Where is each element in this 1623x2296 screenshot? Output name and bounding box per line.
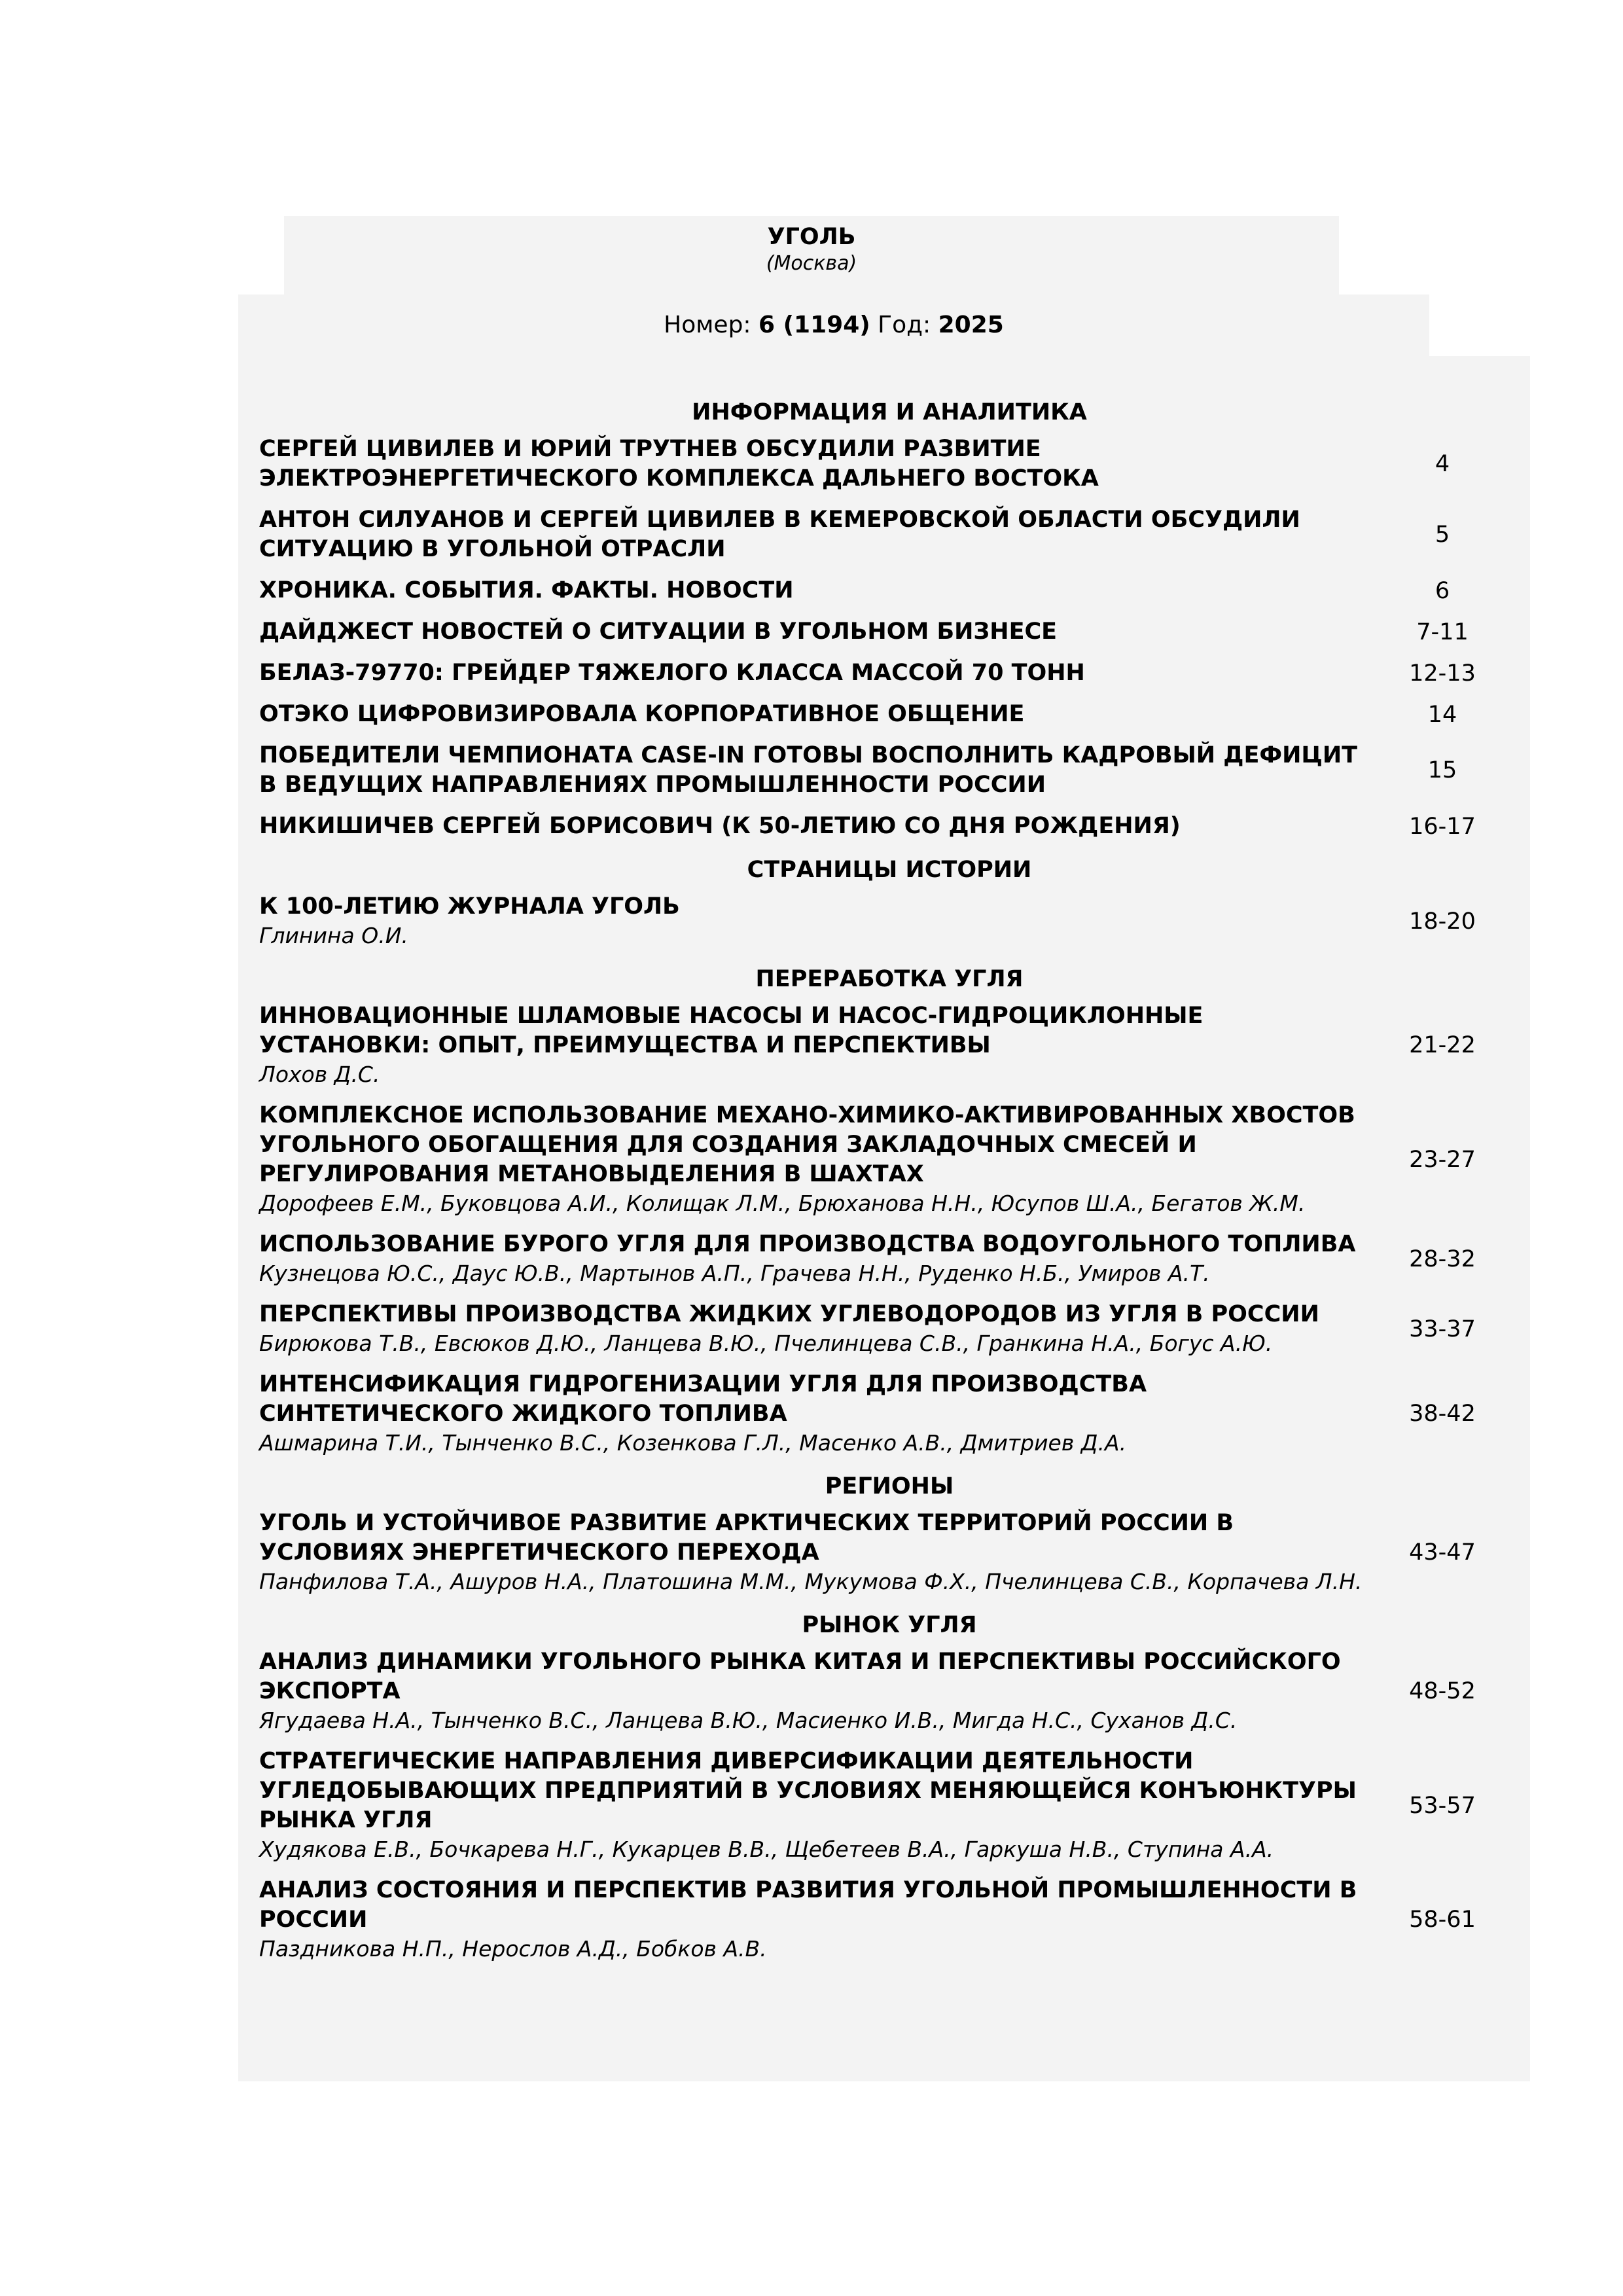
entry-text: [259, 658, 1365, 688]
page-range: 53-57: [1409, 1792, 1476, 1819]
article-authors: Глинина О.И.: [259, 923, 408, 948]
article-authors: Бирюкова Т.В., Евсюков Д.Ю., Ланцева В.Ю., Пчелинцева С.В., Гранкина Н.А., Богус А.Ю.: [259, 1331, 1273, 1356]
section-heading: РЫНОК УГЛЯ: [802, 1612, 977, 1638]
article-title[interactable]: ПЕРСПЕКТИВЫ ПРОИЗВОДСТВА ЖИДКИХ УГЛЕВОДОРОДОВ ИЗ УГЛЯ В РОССИИ: [259, 1301, 1319, 1327]
toc-entry[interactable]: [259, 1370, 1520, 1458]
page-range: 28-32: [1409, 1246, 1476, 1272]
article-title[interactable]: ИННОВАЦИОННЫЕ ШЛАМОВЫЕ НАСОСЫ И НАСОС-ГИДРОЦИКЛОННЫЕ УСТАНОВКИ: ОПЫТ, ПРЕИМУЩЕСТВА И ПЕРСПЕКТИВЫ: [259, 1003, 1204, 1058]
entry-text: [259, 505, 1365, 564]
entry-text: [259, 576, 1365, 605]
article-title[interactable]: К 100-ЛЕТИЮ ЖУРНАЛА УГОЛЬ: [259, 893, 680, 920]
toc-entry[interactable]: [259, 812, 1520, 841]
toc-entry[interactable]: [259, 1101, 1520, 1218]
page-range: 38-42: [1409, 1401, 1476, 1427]
entry-text: [259, 617, 1365, 647]
page-range: 6: [1435, 577, 1450, 604]
article-title[interactable]: АНТОН СИЛУАНОВ И СЕРГЕЙ ЦИВИЛЕВ В КЕМЕРОВСКОЙ ОБЛАСТИ ОБСУДИЛИ СИТУАЦИЮ В УГОЛЬНОЙ ОТРАСЛИ: [259, 507, 1300, 562]
issue-info: [238, 295, 1429, 356]
section-heading: РЕГИОНЫ: [825, 1473, 954, 1499]
entry-text: [259, 1876, 1365, 1964]
toc-entry[interactable]: [259, 1876, 1520, 1964]
year-label: Год:: [878, 312, 931, 338]
entry-text: [259, 1647, 1365, 1735]
article-authors: Ягудаева Н.А., Тынченко В.С., Ланцева В.Ю., Масиенко И.В., Мигда Н.С., Суханов Д.С.: [259, 1708, 1238, 1733]
entry-text: [259, 1101, 1365, 1218]
page-range: 16-17: [1409, 813, 1476, 840]
toc-entry[interactable]: [259, 505, 1520, 564]
entry-text: [259, 892, 1365, 950]
page-range: 48-52: [1409, 1678, 1476, 1704]
article-title[interactable]: ИСПОЛЬЗОВАНИЕ БУРОГО УГЛЯ ДЛЯ ПРОИЗВОДСТВА ВОДОУГОЛЬНОГО ТОПЛИВА: [259, 1231, 1356, 1257]
toc-entry[interactable]: [259, 1647, 1520, 1735]
toc-entry[interactable]: [259, 1300, 1520, 1358]
page-range: 14: [1427, 701, 1457, 728]
toc-list: [259, 395, 1520, 1975]
page-range: 4: [1435, 451, 1450, 477]
article-authors: Кузнецова Ю.С., Даус Ю.В., Мартынов А.П., Грачева Н.Н., Руденко Н.Б., Умиров А.Т.: [259, 1261, 1210, 1286]
toc-entry[interactable]: [259, 617, 1520, 647]
article-authors: Паздникова Н.П., Нерослов А.Д., Бобков А.В.: [259, 1936, 767, 1962]
article-authors: Лохов Д.С.: [259, 1062, 380, 1087]
article-title[interactable]: НИКИШИЧЕВ СЕРГЕЙ БОРИСОВИЧ (К 50-ЛЕТИЮ СО ДНЯ РОЖДЕНИЯ): [259, 813, 1181, 839]
article-title[interactable]: УГОЛЬ И УСТОЙЧИВОЕ РАЗВИТИЕ АРКТИЧЕСКИХ ТЕРРИТОРИЙ РОССИИ В УСЛОВИЯХ ЭНЕРГЕТИЧЕСКОГО ПЕРЕХОДА: [259, 1510, 1234, 1566]
journal-title: УГОЛЬ: [767, 224, 856, 250]
toc-entry[interactable]: [259, 1230, 1520, 1288]
section-heading: СТРАНИЦЫ ИСТОРИИ: [747, 857, 1032, 883]
toc-entry[interactable]: [259, 1747, 1520, 1864]
toc-entry[interactable]: [259, 435, 1520, 493]
article-title[interactable]: ПОБЕДИТЕЛИ ЧЕМПИОНАТА CASE-IN ГОТОВЫ ВОСПОЛНИТЬ КАДРОВЫЙ ДЕФИЦИТ В ВЕДУЩИХ НАПРАВЛЕНИЯХ ПРОМЫШЛЕННОСТИ РОССИИ: [259, 742, 1358, 798]
article-title[interactable]: ОТЭКО ЦИФРОВИЗИРОВАЛА КОРПОРАТИВНОЕ ОБЩЕНИЕ: [259, 701, 1025, 727]
journal-city: (Москва): [766, 252, 857, 275]
page-range: 5: [1435, 522, 1450, 548]
article-authors: Ашмарина Т.И., Тынченко В.С., Козенкова Г.Л., Масенко А.В., Дмитриев Д.А.: [259, 1430, 1127, 1456]
page-range: 21-22: [1409, 1032, 1476, 1058]
table-of-contents: [238, 356, 1530, 2081]
page-range: 7-11: [1416, 619, 1469, 645]
article-title[interactable]: ДАЙДЖЕСТ НОВОСТЕЙ О СИТУАЦИИ В УГОЛЬНОМ БИЗНЕСЕ: [259, 619, 1058, 645]
article-title[interactable]: АНАЛИЗ ДИНАМИКИ УГОЛЬНОГО РЫНКА КИТАЯ И ПЕРСПЕКТИВЫ РОССИЙСКОГО ЭКСПОРТА: [259, 1649, 1341, 1704]
page-range: 15: [1427, 757, 1457, 783]
issue-year: 2025: [938, 312, 1004, 338]
entry-text: [259, 1230, 1365, 1288]
page-range: 43-47: [1409, 1539, 1476, 1566]
page-range: 58-61: [1409, 1907, 1476, 1933]
toc-entry[interactable]: [259, 1001, 1520, 1089]
toc-entry[interactable]: [259, 741, 1520, 800]
article-title[interactable]: СЕРГЕЙ ЦИВИЛЕВ И ЮРИЙ ТРУТНЕВ ОБСУДИЛИ РАЗВИТИЕ ЭЛЕКТРОЭНЕРГЕТИЧЕСКОГО КОМПЛЕКСА ДАЛЬНЕГО ВОСТОКА: [259, 436, 1099, 492]
article-title[interactable]: КОМПЛЕКСНОЕ ИСПОЛЬЗОВАНИЕ МЕХАНО-ХИМИКО-АКТИВИРОВАННЫХ ХВОСТОВ УГОЛЬНОГО ОБОГАЩЕНИЯ ДЛЯ СОЗДАНИЯ ЗАКЛАДОЧНЫХ СМЕСЕЙ И РЕГУЛИРОВАНИЯ МЕТАНОВЫДЕЛЕНИЯ В ШАХТАХ: [259, 1102, 1355, 1187]
entry-text: [259, 812, 1365, 841]
entry-text: [259, 1509, 1365, 1596]
page-range: 12-13: [1409, 660, 1476, 687]
page-range: 23-27: [1409, 1146, 1476, 1173]
page-range: 33-37: [1409, 1316, 1476, 1342]
journal-header: [284, 216, 1339, 295]
article-authors: Худякова Е.В., Бочкарева Н.Г., Кукарцев В.В., Щебетеев В.А., Гаркуша Н.В., Ступина А.А.: [259, 1837, 1274, 1862]
issue-number: 6 (1194): [758, 312, 870, 338]
entry-text: [259, 1370, 1365, 1458]
toc-entry[interactable]: [259, 700, 1520, 729]
page-range: 18-20: [1409, 908, 1476, 935]
entry-text: [259, 1300, 1365, 1358]
toc-entry[interactable]: [259, 576, 1520, 605]
article-title[interactable]: СТРАТЕГИЧЕСКИЕ НАПРАВЛЕНИЯ ДИВЕРСИФИКАЦИИ ДЕЯТЕЛЬНОСТИ УГЛЕДОБЫВАЮЩИХ ПРЕДПРИЯТИЙ В УСЛОВИЯХ МЕНЯЮЩЕЙСЯ КОНЪЮНКТУРЫ РЫНКА УГЛЯ: [259, 1748, 1357, 1833]
entry-text: [259, 1747, 1365, 1864]
entry-text: [259, 700, 1365, 729]
entry-text: [259, 741, 1365, 800]
article-title[interactable]: ИНТЕНСИФИКАЦИЯ ГИДРОГЕНИЗАЦИИ УГЛЯ ДЛЯ ПРОИЗВОДСТВА СИНТЕТИЧЕСКОГО ЖИДКОГО ТОПЛИВА: [259, 1371, 1147, 1427]
entry-text: [259, 435, 1365, 493]
section-heading: ПЕРЕРАБОТКА УГЛЯ: [755, 966, 1024, 992]
entry-text: [259, 1001, 1365, 1089]
issue-label: Номер:: [664, 312, 751, 338]
toc-entry[interactable]: [259, 892, 1520, 950]
toc-entry[interactable]: [259, 1509, 1520, 1596]
article-authors: Дорофеев Е.М., Буковцова А.И., Колищак Л.М., Брюханова Н.Н., Юсупов Ш.А., Бегатов Ж.М.: [259, 1191, 1306, 1216]
article-title[interactable]: АНАЛИЗ СОСТОЯНИЯ И ПЕРСПЕКТИВ РАЗВИТИЯ УГОЛЬНОЙ ПРОМЫШЛЕННОСТИ В РОССИИ: [259, 1877, 1357, 1933]
article-title[interactable]: БЕЛАЗ-79770: ГРЕЙДЕР ТЯЖЕЛОГО КЛАССА МАССОЙ 70 ТОНН: [259, 660, 1085, 686]
article-title[interactable]: ХРОНИКА. СОБЫТИЯ. ФАКТЫ. НОВОСТИ: [259, 577, 794, 603]
toc-entry[interactable]: [259, 658, 1520, 688]
article-authors: Панфилова Т.А., Ашуров Н.А., Платошина М.М., Мукумова Ф.Х., Пчелинцева С.В., Корпачева Л.Н.: [259, 1569, 1363, 1594]
section-heading: ИНФОРМАЦИЯ И АНАЛИТИКА: [692, 399, 1087, 425]
